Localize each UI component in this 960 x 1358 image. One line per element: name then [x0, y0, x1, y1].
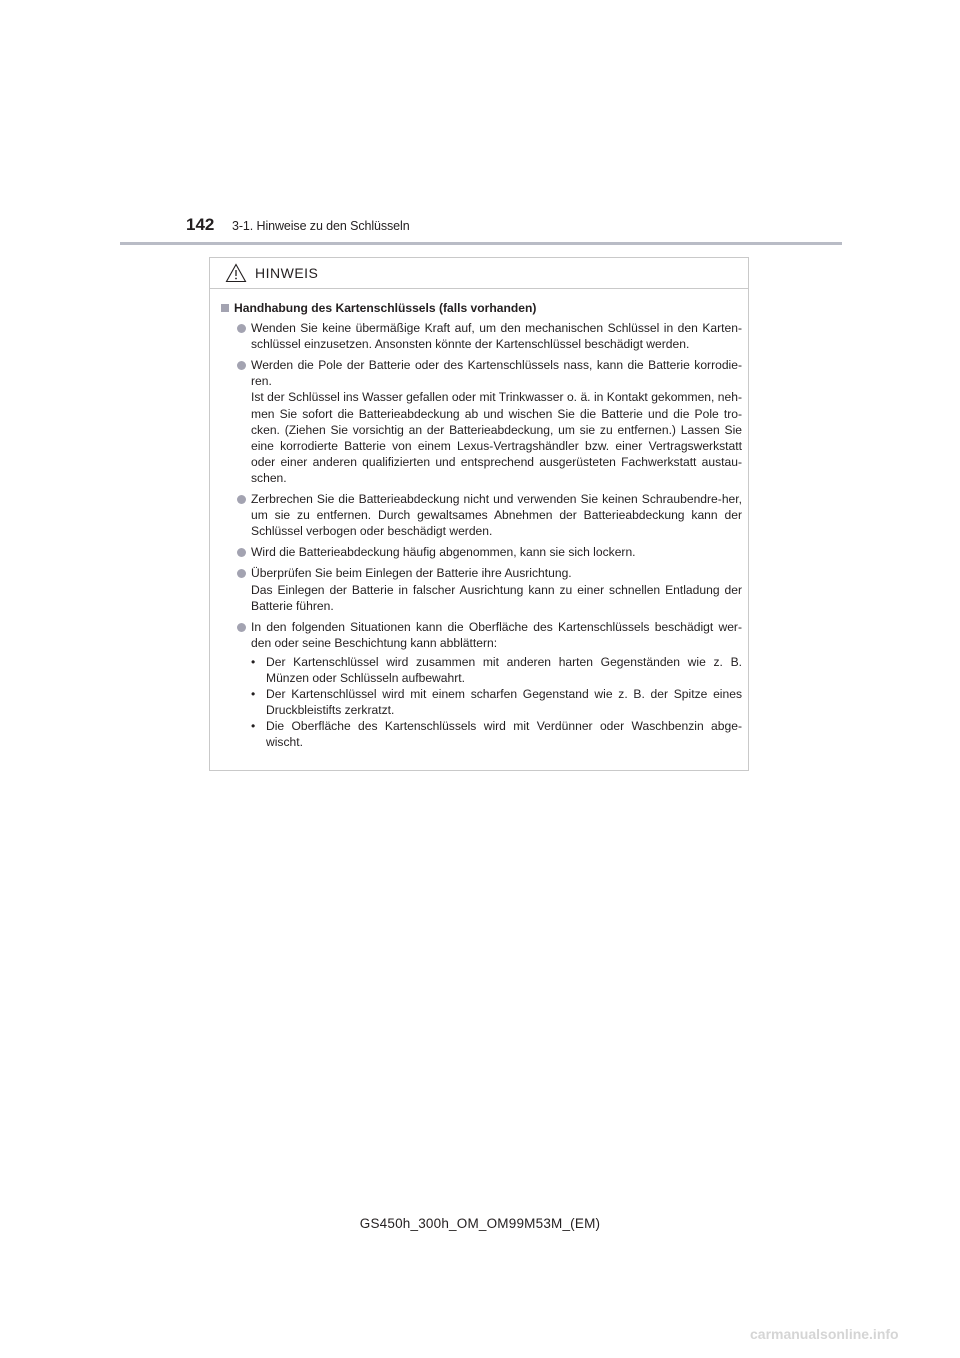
sub-list-item [218, 718, 742, 750]
circle-bullet-icon [237, 495, 246, 504]
notice-item [218, 491, 742, 539]
notice-box [209, 257, 749, 771]
sub-item-text: Der Kartenschlüssel wird zusammen mit anderen harten Gegenständen wie z. B. Münzen oder Schlüsseln aufbewahrt. [266, 654, 742, 685]
page-header [186, 215, 410, 235]
page-number: 142 [186, 215, 215, 234]
sub-item-text: Die Oberfläche des Kartenschlüssels wird mit Verdünner oder Waschbenzin abge-wischt. [266, 719, 742, 750]
item-text: Ist der Schlüssel ins Wasser gefallen oder mit Trinkwasser o. ä. in Kontakt gekommen, neh-men Sie sofort die Batterieabdeckung ab und wischen Sie die Batterie und die Pole tro-cken. (Ziehen Sie vorsichtig an der Batterieabdeckung, um sie zu entfernen.) Lassen Sie eine korrodierte Batterie von einem Lexus-Vertragshändler bzw. einer Vertragswerkstatt oder einer anderen qualifizierten und entsprechend ausgerüsteten Fachwerkstatt austau-schen. [251, 390, 742, 485]
sub-item-text: Der Kartenschlüssel wird mit einem scharfen Gegenstand wie z. B. der Spitze eines Druckbleistifts zerkratzt. [266, 687, 742, 718]
section-title: 3-1. Hinweise zu den Schlüsseln [232, 219, 410, 233]
item-text: Das Einlegen der Batterie in falscher Ausrichtung kann zu einer schnellen Entladung der Batterie führen. [251, 582, 742, 613]
watermark: carmanualsonline.info [750, 1326, 899, 1342]
item-text: Überprüfen Sie beim Einlegen der Batterie ihre Ausrichtung. [251, 566, 572, 581]
circle-bullet-icon [237, 569, 246, 578]
notice-header [210, 258, 748, 289]
circle-bullet-icon [237, 548, 246, 557]
notice-item [218, 320, 742, 352]
circle-bullet-icon [237, 623, 246, 632]
dot-bullet-icon: • [251, 654, 256, 669]
notice-subheading [218, 300, 742, 316]
notice-title: HINWEIS [255, 265, 319, 281]
circle-bullet-icon [237, 361, 246, 370]
item-text: Zerbrechen Sie die Batterieabdeckung nicht und verwenden Sie keinen Schraubendre-her, um sie zu entfernen. Durch gewaltsames Abnehmen der Batterieabdeckung kann der Schlüssel verbogen oder beschädigt werden. [251, 492, 742, 539]
notice-item [218, 357, 742, 486]
circle-bullet-icon [237, 324, 246, 333]
notice-item [218, 565, 742, 613]
item-text: Wird die Batterieabdeckung häufig abgenommen, kann sie sich lockern. [251, 545, 636, 560]
item-text: Werden die Pole der Batterie oder des Kartenschlüssels nass, kann die Batterie korrodie-ren. [251, 358, 742, 389]
header-divider [120, 242, 842, 245]
dot-bullet-icon: • [251, 719, 256, 734]
subheading-text: Handhabung des Kartenschlüssels (falls vorhanden) [234, 301, 537, 315]
dot-bullet-icon: • [251, 687, 256, 702]
sub-list-item [218, 654, 742, 686]
notice-body [210, 289, 748, 750]
item-text: In den folgenden Situationen kann die Oberfläche des Kartenschlüssels beschädigt wer-den oder seine Beschichtung kann abblättern: [251, 619, 742, 650]
notice-item [218, 619, 742, 651]
notice-item [218, 544, 742, 560]
item-text: Wenden Sie keine übermäßige Kraft auf, um den mechanischen Schlüssel in den Karten-schlüssel einzusetzen. Ansonsten könnte der Kartenschlüssel beschädigt werden. [251, 321, 742, 352]
document-code: GS450h_300h_OM_OM99M53M_(EM) [359, 1216, 601, 1231]
warning-triangle-icon [225, 263, 247, 283]
square-bullet-icon [221, 304, 229, 312]
sub-list-item [218, 686, 742, 718]
